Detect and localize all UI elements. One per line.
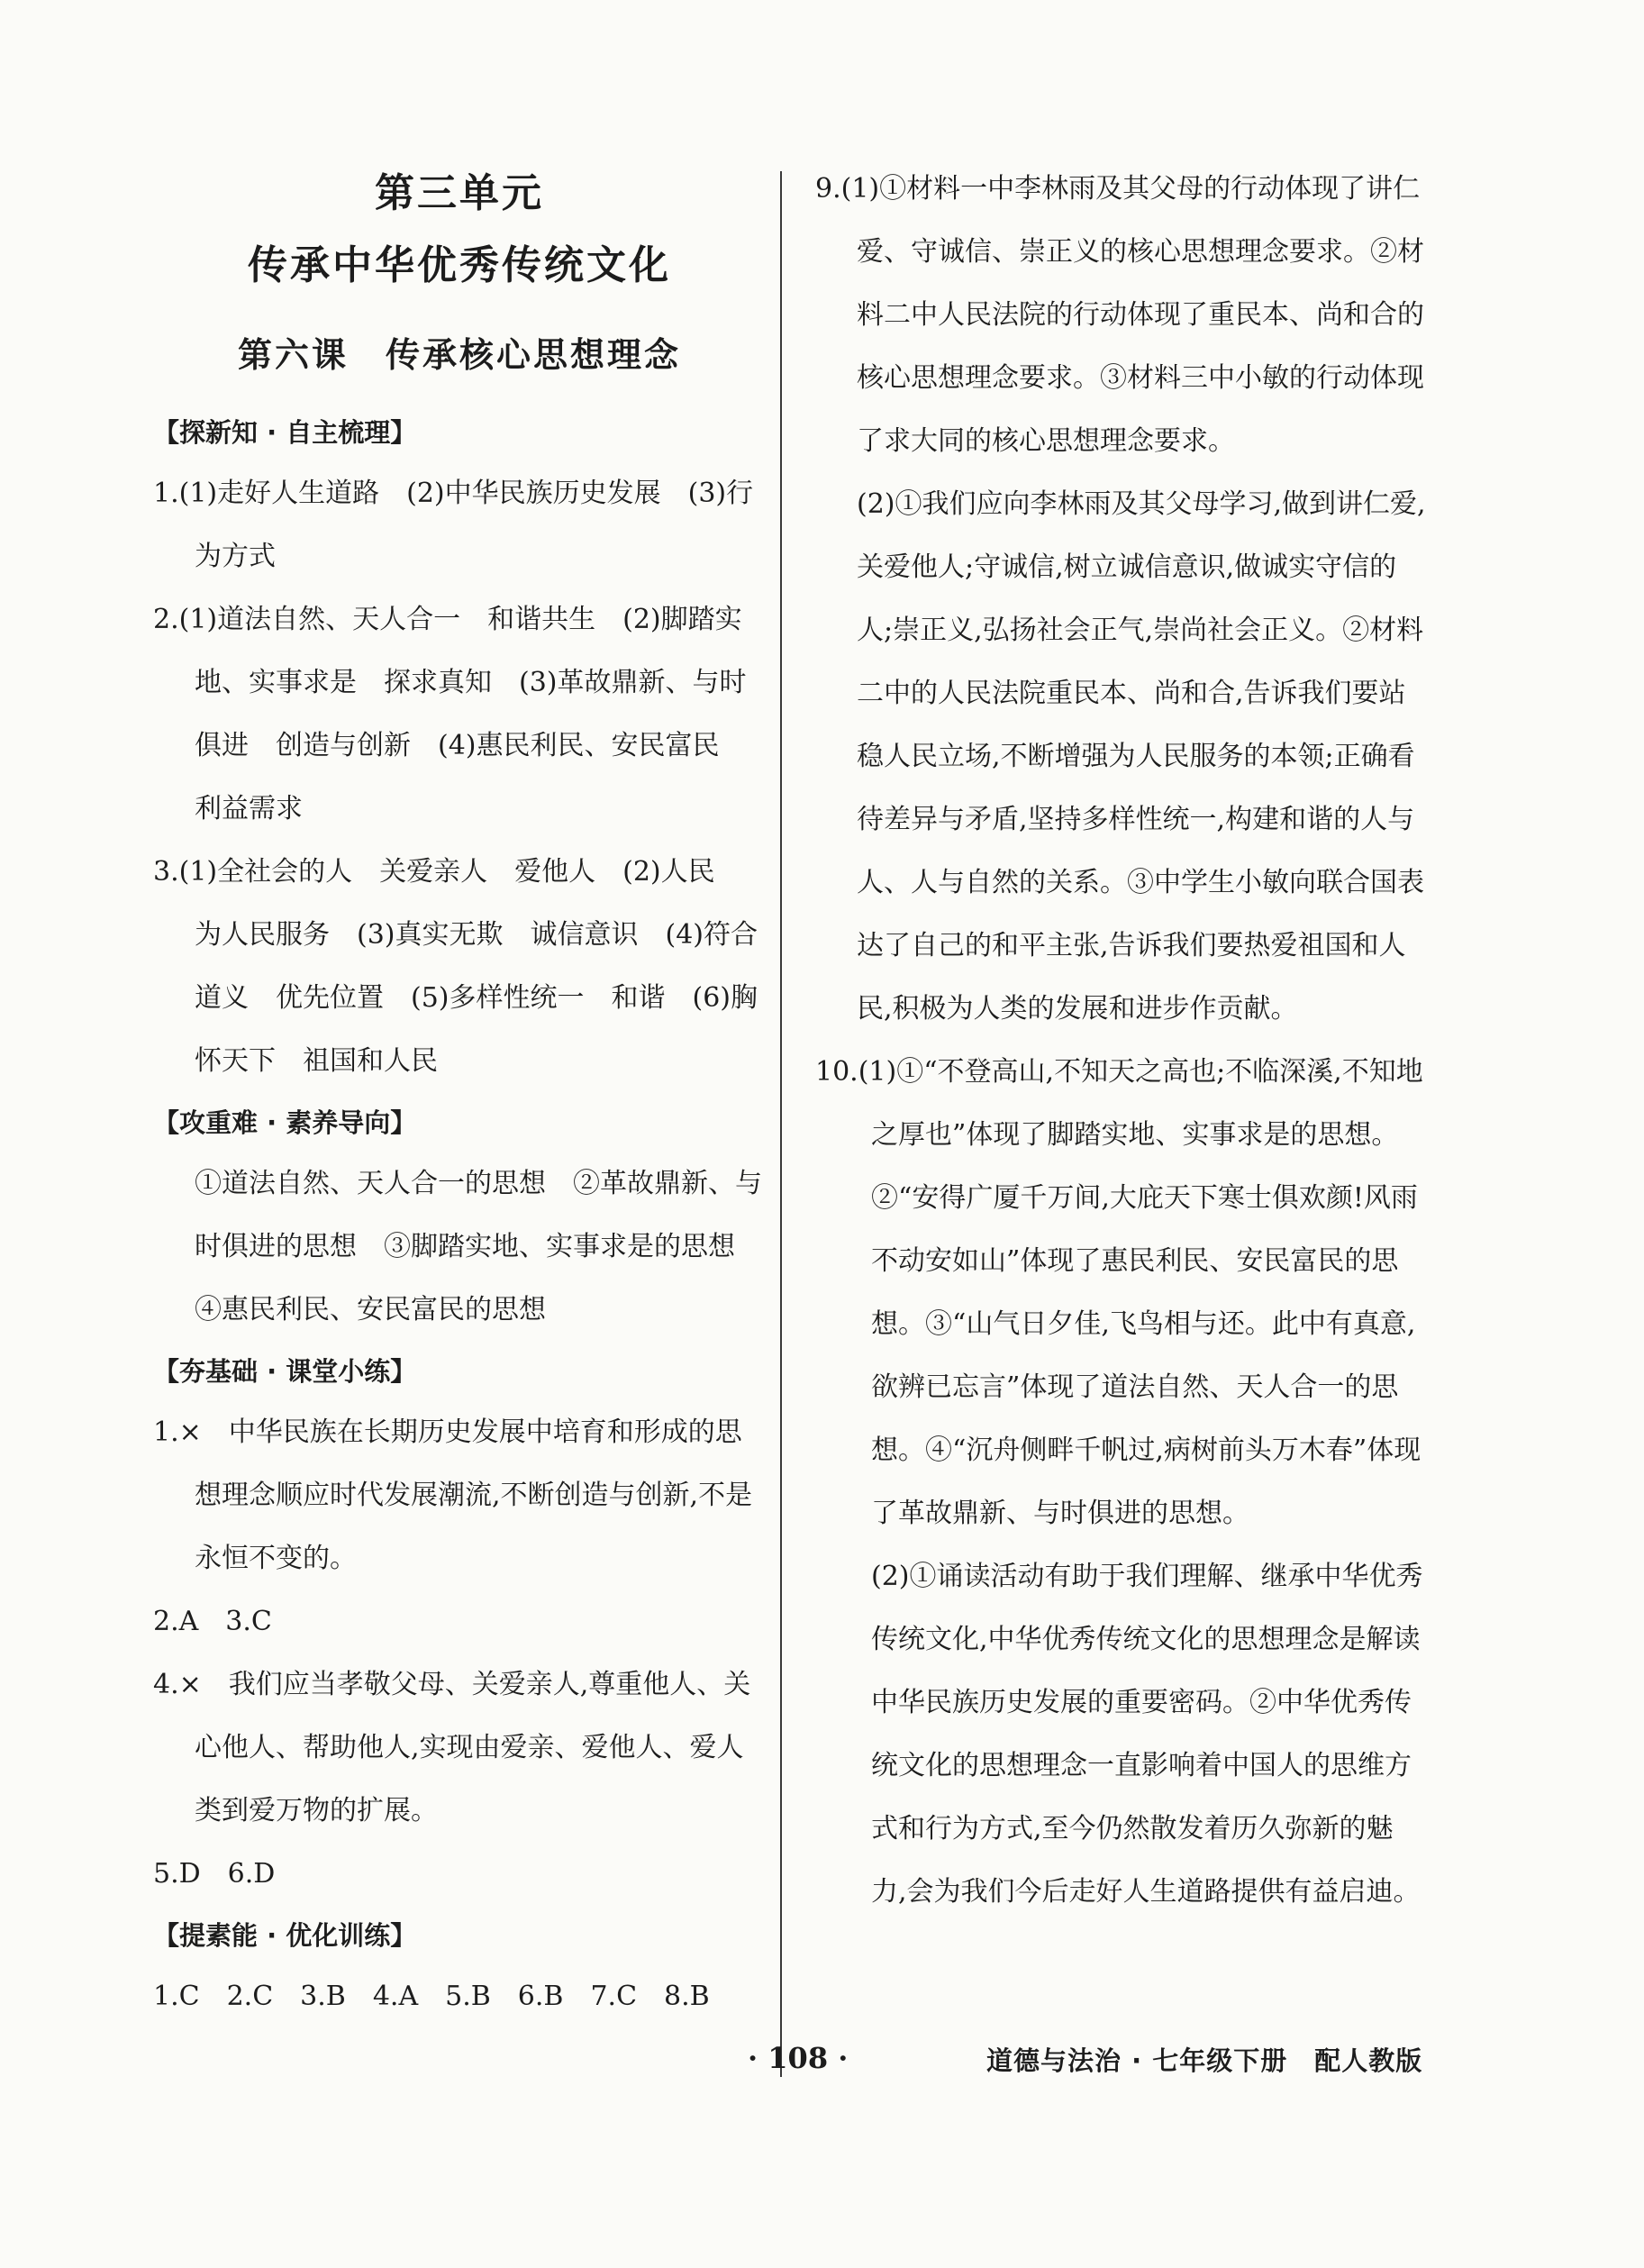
answer-item: 2.(1)道法自然、天人合一 和谐共生 (2)脚踏实地、实事求是 探求真知 (3)革故鼎新、与时俱进 创造与创新 (4)惠民利民、安民富民 利益需求: [153, 604, 747, 824]
answer-item: 10.(1)①“不登高山,不知天之高也;不临深溪,不知地之厚也”体现了脚踏实地、实事求是的思想。②“安得广厦千万间,大庇天下寒士俱欢颜!风雨不动安如山”体现了惠民利民、安民富民的思想。③“山气日夕佳,飞鸟相与还。此中有真意,欲辨已忘言”体现了道法自然、天人合一的思想。④“沉舟侧畔千帆过,病树前头万木春”体现了革故鼎新、与时俱进的思想。: [815, 1056, 1423, 1529]
book-title: 道德与法治 · 七年级下册 配人教版: [986, 2045, 1423, 2076]
section-heading: 【攻重难 · 素养导向】: [153, 1107, 417, 1138]
answer-item: (2)①诵读活动有助于我们理解、继承中华优秀传统文化,中华优秀传统文化的思想理念是解读中华民族历史发展的重要密码。②中华优秀传统文化的思想理念一直影响着中国人的思维方式和行为方式,至今仍然散发着历久弥新的魅力,会为我们今后走好人生道路提供有益启迪。: [871, 1561, 1423, 1908]
answer-item: 1.C 2.C 3.B 4.A 5.B 6.B 7.C 8.B: [153, 1981, 710, 2012]
section-heading: 【探新知 · 自主梳理】: [153, 417, 417, 448]
section-heading: 【提素能 · 优化训练】: [153, 1920, 417, 1951]
column-divider: [780, 171, 782, 2077]
answer-item: 1.× 中华民族在长期历史发展中培育和形成的思想理念顺应时代发展潮流,不断创造与创新,不是永恒不变的。: [153, 1416, 753, 1574]
answer-item: (2)①我们应向李林雨及其父母学习,做到讲仁爱,关爱他人;守诚信,树立诚信意识,做诚实守信的人;崇正义,弘扬社会正气,崇尚社会正义。②材料二中的人民法院重民本、尚和合,告诉我们要站稳人民立场,不断增强为人民服务的本领;正确看待差异与矛盾,坚持多样性统一,构建和谐的人与人、人与自然的关系。③中学生小敏向联合国表达了自己的和平主张,告诉我们要热爱祖国和人民,积极为人类的发展和进步作贡献。: [857, 488, 1426, 1025]
unit-subtitle: 传承中华优秀传统文化: [248, 242, 671, 288]
left-answers: [153, 403, 766, 2028]
answer-item: 1.(1)走好人生道路 (2)中华民族历史发展 (3)行为方式: [153, 478, 754, 572]
answer-item: ①道法自然、天人合一的思想 ②革故鼎新、与时俱进的思想 ③脚踏实地、实事求是的思想 ④惠民利民、安民富民的思想: [195, 1168, 762, 1325]
answer-item: 5.D 6.D: [153, 1858, 276, 1890]
unit-title: 第三单元: [375, 170, 544, 216]
answer-item: 4.× 我们应当孝敬父母、关爱亲人,尊重他人、关心他人、帮助他人,实现由爱亲、爱他人、爱人类到爱万物的扩展。: [153, 1669, 751, 1826]
answer-item: 2.A 3.C: [153, 1606, 272, 1637]
page-number: · 108 ·: [748, 2041, 849, 2075]
section-heading: 【夯基础 · 课堂小练】: [153, 1356, 417, 1387]
right-answers: [815, 158, 1428, 1924]
answer-item: 3.(1)全社会的人 关爱亲人 爱他人 (2)人民 为人民服务 (3)真实无欺 诚信意识 (4)符合道义 优先位置 (5)多样性统一 和谐 (6)胸怀天下 祖国和人民: [153, 856, 758, 1077]
left-column: [153, 158, 766, 2028]
answer-item: 9.(1)①材料一中李林雨及其父母的行动体现了讲仁爱、守诚信、崇正义的核心思想理念要求。②材料二中人民法院的行动体现了重民本、尚和合的核心思想理念要求。③材料三中小敏的行动体现了求大同的核心思想理念要求。: [815, 173, 1424, 457]
right-column: [815, 158, 1428, 1924]
lesson-title: 第六课 传承核心思想理念: [237, 335, 681, 375]
